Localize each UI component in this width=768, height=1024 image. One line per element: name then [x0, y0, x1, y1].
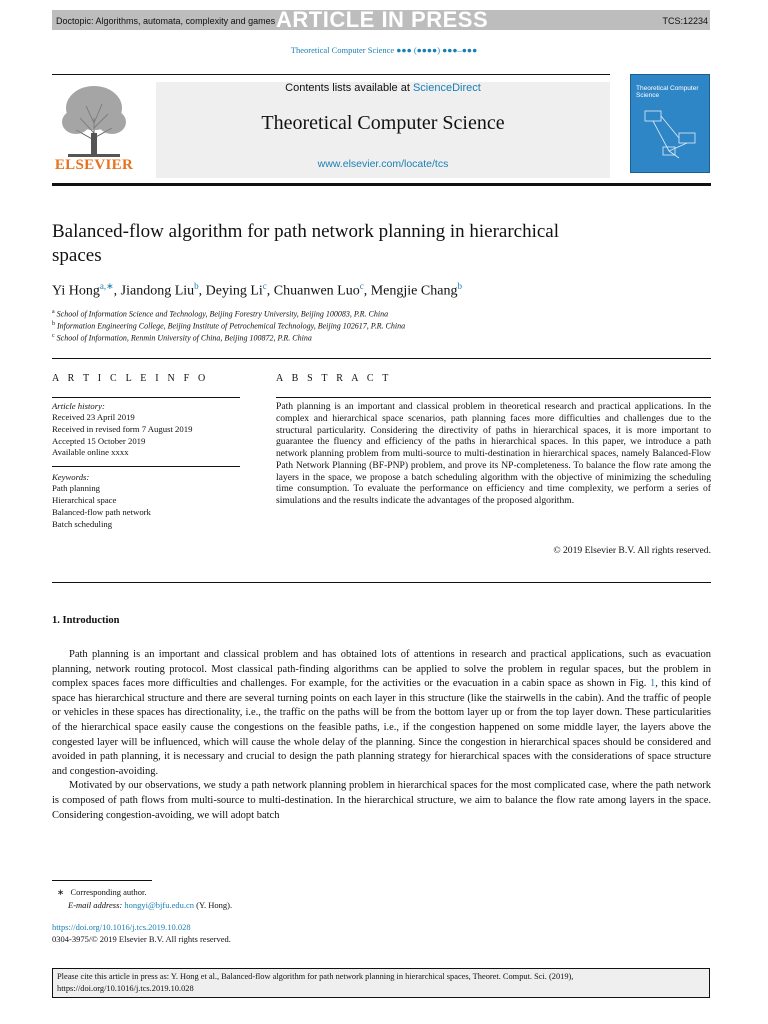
author-name: Deying Li — [205, 283, 263, 299]
history-accepted: Accepted 15 October 2019 — [52, 436, 146, 446]
journal-reference: Theoretical Computer Science ●●● (●●●●) ●●●–●●● — [290, 45, 478, 55]
author-separator: , — [266, 283, 274, 299]
elsevier-logo-text: ELSEVIER — [54, 157, 134, 173]
citation-text: Please cite this article in press as: Y. Hong et al., Balanced-flow algorithm for path network planning in hierarchical spaces, Theoret. Comput. Sci. (2019), https://doi.org/10.1016/j.tcs.2019.10.028 — [57, 972, 574, 993]
intro-paragraph-1: Path planning is an important and classical problem and has obtained lots of attentions in research and practical applications, such as evacuation planning, network routing protocol. Most classical path-finding algorithms can be applied to solve the problem in regular spaces, but the problem in complex spaces faces more difficulties and challenges. For example, for the activities or the evacuation in a cabin space as shown in Fig. 1, this kind of space has hierarchical structure and there are several turning points on each layer in this structure (like the stairwells in the cabin). And the traffic of people or vehicles in these spaces has directionality, i.e., the traffic on the paths will be from the bottom layer up or from the top layer down. These particularities of the hierarchical space easily cause the congestions on the feasible paths, i.e., if the congestion happened on some middle layer, the layers above the congested layer will be influenced, which will cause the whole delay of the planning. Since the congestion in hierarchical spaces should be considered and avoided in path planning, it is necessary and crucial to design the path planning strategy for hierarchical spaces with the considerations of space structure and congestion-avoiding. — [52, 649, 711, 777]
author-name: Chuanwen Luo — [273, 283, 360, 299]
history-received: Received 23 April 2019 — [52, 412, 135, 422]
abstract-rule — [276, 397, 711, 398]
author-separator: , — [113, 283, 121, 299]
sciencedirect-link[interactable]: ScienceDirect — [412, 82, 481, 94]
abstract-copyright: © 2019 Elsevier B.V. All rights reserved. — [553, 545, 711, 556]
journal-cover-thumbnail — [630, 74, 710, 173]
header-bottom-rule — [52, 183, 711, 186]
cover-graphic-icon — [639, 103, 703, 163]
keyword-item: Hierarchical space — [52, 495, 117, 505]
history-revised: Received in revised form 7 August 2019 — [52, 424, 193, 434]
author-name: Jiandong Liu — [120, 283, 195, 299]
keyword-item: Balanced-flow path network — [52, 507, 151, 517]
doctopic-label: Doctopic: Algorithms, automata, complexity and games — [56, 16, 276, 26]
author-affiliation-mark[interactable]: b — [457, 281, 462, 291]
article-info-rule — [52, 397, 240, 398]
author-list — [52, 281, 462, 300]
keyword-item: Batch scheduling — [52, 519, 113, 529]
contents-availability — [156, 82, 610, 94]
header-top-rule — [52, 74, 610, 75]
affiliation-b: $^b$ Information Engineering College, Beijing Institute of Petrochemical Technology, Beijing 102617, P.R. China — [52, 321, 406, 331]
history-label: Article history: — [52, 401, 105, 411]
author-name: Yi Hong — [52, 283, 100, 299]
keyword-item: Path planning — [52, 483, 101, 493]
abstract-bottom-rule — [52, 582, 711, 583]
author-affiliation-mark[interactable]: c — [359, 281, 364, 291]
author-affiliation-mark[interactable]: b — [194, 281, 199, 291]
keywords-rule — [52, 466, 240, 467]
author-name: Mengjie Chang — [370, 283, 458, 299]
affiliation-c: $^c$ School of Information, Renmin University of China, Beijing 100872, P.R. China — [52, 333, 312, 343]
tcs-id-label: TCS:12234 — [662, 16, 708, 26]
doi-link[interactable]: https://doi.org/10.1016/j.tcs.2019.10.028 — [52, 922, 191, 932]
section-rule — [52, 358, 711, 359]
article-in-press-label: ARTICLE IN PRESS — [276, 7, 489, 32]
intro-paragraph-2: Motivated by our observations, we study a path network planning problem in hierarchical spaces for the most complicated case, where the path network is composed of path flows from multi-source to multi-destination. In the hierarchical structure, we aim to balance the flow rate among layers in the space. Considering congestion-avoiding, we will adopt batch — [52, 780, 711, 821]
corresponding-author-note: ∗ Corresponding author. — [57, 887, 147, 897]
article-info-heading: A R T I C L E I N F O — [52, 373, 209, 384]
author-separator: , — [363, 283, 371, 299]
cover-title: Theoretical Computer Science — [636, 85, 699, 99]
journal-name: Theoretical Computer Science — [261, 112, 505, 134]
abstract-text: Path planning is an important and classical problem in theoretical research and practical applications. In the complex and hierarchical space scenarios, path planning faces more difficulties and challenges due to the structural particularity. Considering the directivity of paths in hierarchical spaces, it is more important to guarantee the fluency and efficiency of the paths in hierarchical spaces. In this paper, we introduce a path network planning problem from multi-source to multi-destination in hierarchical spaces, namely Balanced-Flow Path Network Planning (BF-PNP) problem, and prove its NP-completeness. To balance the flow rate among the layers in the space, we propose a batch scheduling algorithm with the objective of minimizing the scheduling time consumption. To evaluate the performance on efficiency and time complexity, we perform a series of simulations and the results indicate the advantages of the proposed algorithm. — [276, 401, 711, 506]
email-link[interactable]: hongyi@bjfu.edu.cn — [124, 900, 195, 910]
history-online: Available online xxxx — [52, 447, 129, 457]
email-note: E-mail address: hongyi@bjfu.edu.cn (Y. Hong). — [68, 900, 233, 910]
footnote-rule — [52, 880, 152, 881]
figure-1-link[interactable]: 1 — [649, 678, 656, 690]
contents-prefix: Contents lists available at — [285, 82, 413, 94]
author-affiliation-mark[interactable]: a,∗ — [99, 281, 114, 291]
article-title: Balanced-flow algorithm for path network planning in hierarchical spaces — [52, 221, 560, 266]
section-heading-introduction: 1. Introduction — [52, 615, 120, 626]
author-affiliation-mark[interactable]: c — [262, 281, 267, 291]
keywords-label: Keywords: — [52, 472, 90, 482]
abstract-heading: A B S T R A C T — [276, 373, 392, 384]
issn-copyright: 0304-3975/© 2019 Elsevier B.V. All rights reserved. — [52, 934, 231, 944]
author-separator: , — [198, 283, 206, 299]
introduction-body — [52, 648, 711, 823]
journal-url-link[interactable]: www.elsevier.com/locate/tcs — [317, 158, 449, 170]
affiliation-a: $^a$ School of Information Science and Technology, Beijing Forestry University, Beijing 100083, P.R. China — [52, 309, 389, 319]
